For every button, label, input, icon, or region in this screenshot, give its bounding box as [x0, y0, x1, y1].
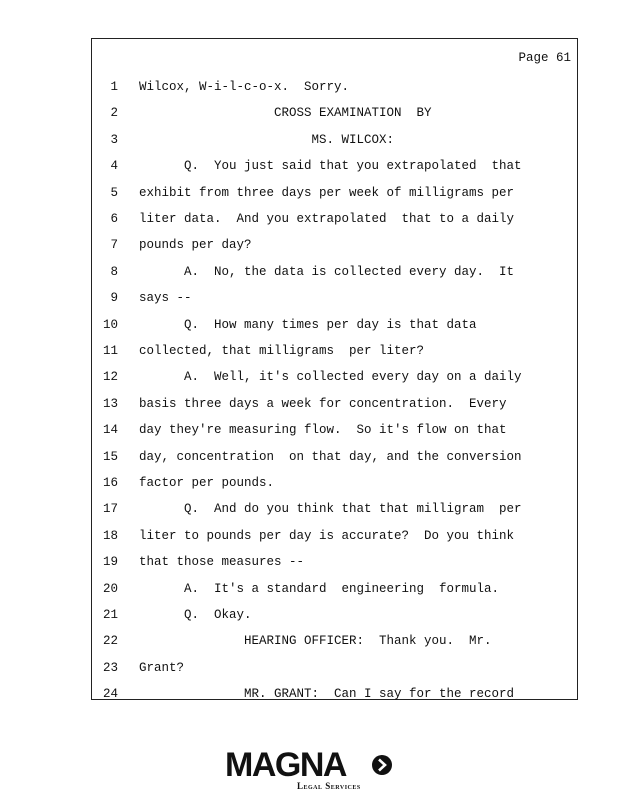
- line-number: 7: [110, 238, 118, 253]
- line-text: day, concentration on that day, and the conversion: [139, 449, 522, 464]
- line-text: MS. WILCOX:: [139, 132, 395, 147]
- transcript-line: [92, 186, 577, 212]
- line-text: CROSS EXAMINATION BY: [139, 106, 432, 121]
- line-number: 3: [110, 132, 118, 147]
- transcript-line: [92, 423, 577, 449]
- line-number: 15: [102, 449, 118, 464]
- line-number: 4: [110, 159, 118, 174]
- transcript-line: [92, 529, 577, 555]
- line-number: 5: [110, 185, 118, 200]
- line-text: basis three days a week for concentration. Every: [139, 396, 507, 411]
- page-number: Page 61: [518, 51, 571, 65]
- transcript-line: [92, 476, 577, 502]
- line-number: 9: [110, 291, 118, 306]
- line-text: Q. You just said that you extrapolated that: [139, 159, 522, 174]
- transcript-line: [92, 344, 577, 370]
- transcript-page: [91, 38, 578, 700]
- transcript-line: [92, 370, 577, 396]
- line-text: day they're measuring flow. So it's flow on that: [139, 423, 507, 438]
- line-number: 2: [110, 106, 118, 121]
- line-number: 10: [102, 317, 118, 332]
- line-number: 16: [102, 476, 118, 490]
- logo-subtitle: Legal Services: [297, 781, 361, 791]
- transcript-line: [92, 106, 577, 132]
- transcript-line: [92, 318, 577, 344]
- line-text: A. It's a standard engineering formula.: [139, 581, 500, 596]
- line-number: 21: [102, 608, 118, 622]
- transcript-line: [92, 450, 577, 476]
- transcript-line: [92, 265, 577, 291]
- line-text: A. Well, it's collected every day on a daily: [139, 370, 522, 385]
- transcript-line: [92, 582, 577, 608]
- line-text: A. No, the data is collected every day. It: [139, 264, 515, 279]
- transcript-line: [92, 133, 577, 159]
- line-text: says --: [139, 291, 192, 306]
- transcript-line: [92, 661, 577, 687]
- transcript-line: [92, 159, 577, 185]
- line-text: MR. GRANT: Can I say for the record: [139, 687, 515, 702]
- line-number: 17: [102, 502, 118, 517]
- transcript-line: [92, 502, 577, 528]
- transcript-line: [92, 687, 577, 713]
- line-text: Q. Okay.: [139, 608, 252, 622]
- arrow-circle-icon: [371, 754, 393, 776]
- line-number: 13: [102, 396, 118, 411]
- line-number: 14: [102, 423, 118, 438]
- logo-wordmark: MAGNA: [225, 746, 346, 784]
- transcript-line: [92, 80, 577, 106]
- line-number: 19: [102, 555, 118, 570]
- line-text: factor per pounds.: [139, 476, 275, 490]
- line-text: exhibit from three days per week of milligrams per: [139, 185, 515, 200]
- transcript-line: [92, 291, 577, 317]
- line-text: Q. And do you think that that milligram per: [139, 502, 522, 517]
- line-number: 8: [110, 264, 118, 279]
- line-text: liter data. And you extrapolated that to a daily: [139, 212, 515, 226]
- transcript-line: [92, 608, 577, 634]
- line-number: 18: [102, 528, 118, 543]
- line-number: 23: [102, 660, 118, 675]
- transcript-line: [92, 634, 577, 660]
- magna-logo: [225, 748, 395, 793]
- line-number: 6: [110, 212, 118, 226]
- line-text: liter to pounds per day is accurate? Do you think: [139, 528, 515, 543]
- line-text: that those measures --: [139, 555, 305, 570]
- transcript-line: [92, 555, 577, 581]
- line-number: 20: [102, 581, 118, 596]
- line-text: collected, that milligrams per liter?: [139, 344, 425, 358]
- line-number: 1: [110, 80, 118, 94]
- line-text: Grant?: [139, 660, 185, 675]
- transcript-line: [92, 238, 577, 264]
- line-number: 22: [102, 634, 118, 649]
- line-text: HEARING OFFICER: Thank you. Mr.: [139, 634, 492, 649]
- line-number: 11: [102, 344, 118, 358]
- transcript-line: [92, 397, 577, 423]
- line-text: pounds per day?: [139, 238, 252, 253]
- line-text: Q. How many times per day is that data: [139, 317, 477, 332]
- line-number: 12: [102, 370, 118, 385]
- line-text: Wilcox, W-i-l-c-o-x. Sorry.: [139, 80, 350, 94]
- transcript-line: [92, 212, 577, 238]
- line-number: 24: [102, 687, 118, 702]
